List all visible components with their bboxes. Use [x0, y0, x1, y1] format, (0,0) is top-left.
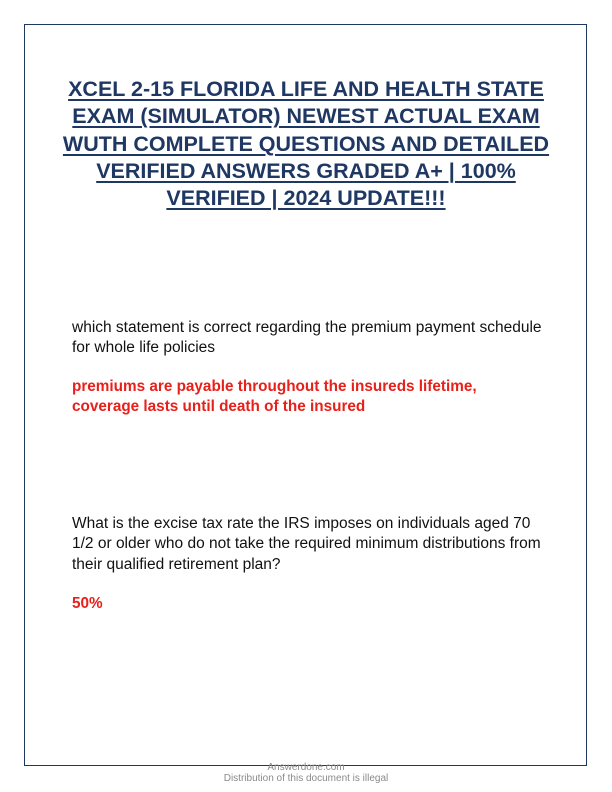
document-title: XCEL 2-15 FLORIDA LIFE AND HEALTH STATE EXAM (SIMULATOR) NEWEST ACTUAL EXAM WUTH COMPLETE QUESTIONS AND DETAILED VERIFIED ANSWERS GRADED A+ | 100% VERIFIED | 2024 UPDATE!!!: [62, 77, 550, 211]
answer-1: premiums are payable throughout the insureds lifetime, coverage lasts until death of the insured: [72, 378, 477, 416]
answer-2: 50%: [72, 595, 103, 612]
watermark-notice: Distribution of this document is illegal: [223, 773, 389, 784]
watermark-site: Answerdone.com: [267, 762, 345, 773]
question-1: which statement is correct regarding the premium payment schedule for whole life policies: [72, 319, 542, 357]
question-2: What is the excise tax rate the IRS imposes on individuals aged 70 1/2 or older who do not take the required minimum distributions from their qualified retirement plan?: [72, 515, 541, 573]
